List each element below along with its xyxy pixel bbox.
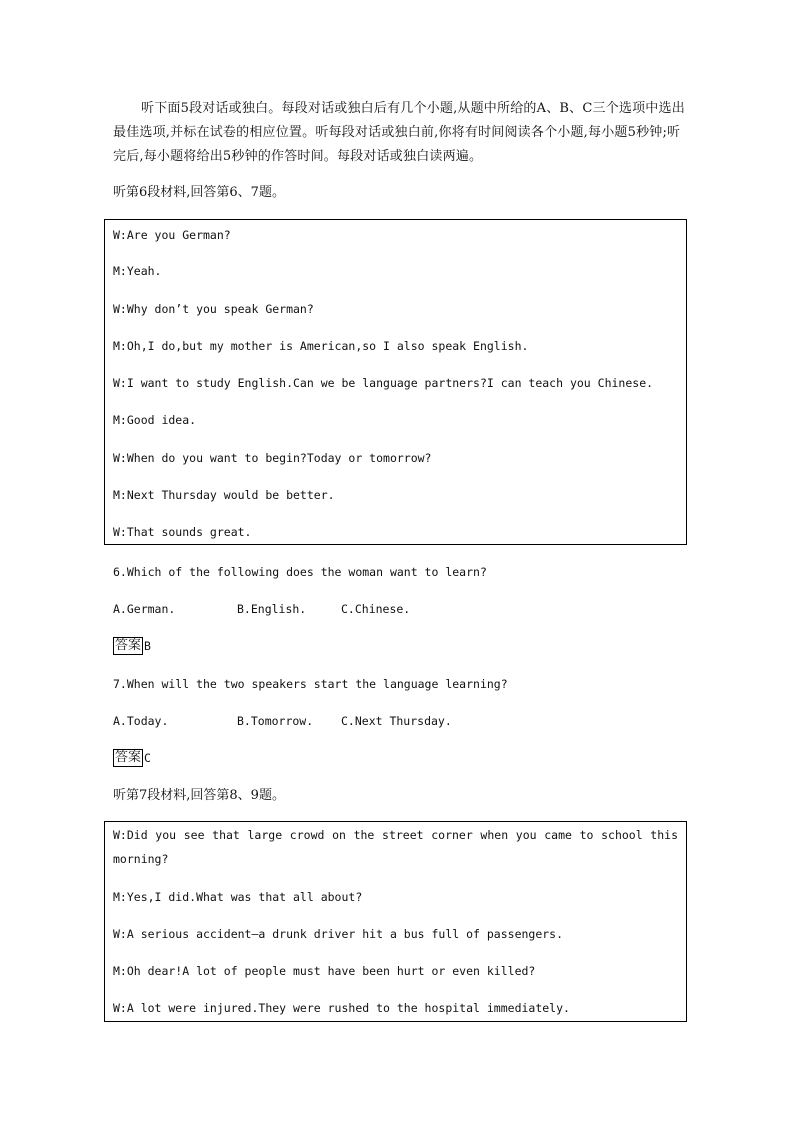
dialogue-line: W:When do you want to begin?Today or tomorrow? bbox=[113, 451, 432, 465]
question-7-option-b: B.Tomorrow. bbox=[237, 714, 314, 728]
dialogue-line: W:Are you German? bbox=[113, 228, 231, 242]
answer-label: 答案 bbox=[115, 638, 142, 653]
dialogue-line: M:Oh dear!A lot of people must have been hurt or even killed? bbox=[113, 964, 536, 978]
dialogue-line: W:Did you see that large crowd on the street corner when you came to school this morning? bbox=[113, 828, 685, 866]
section-6-title: 听第6段材料,回答第6、7题。 bbox=[113, 185, 285, 200]
question-6-option-c: C.Chinese. bbox=[341, 602, 411, 616]
dialogue-line: M:Good idea. bbox=[113, 413, 197, 427]
question-7-stem: 7.When will the two speakers start the language learning? bbox=[113, 677, 508, 691]
dialogue-line: W:A lot were injured.They were rushed to the hospital immediately. bbox=[113, 1001, 570, 1015]
question-6-answer bbox=[113, 637, 151, 655]
dialogue-line: M:Next Thursday would be better. bbox=[113, 488, 335, 502]
question-7-answer bbox=[113, 749, 151, 767]
dialogue-line: M:Yeah. bbox=[113, 264, 162, 278]
dialogue-line: M:Oh,I do,but my mother is American,so I also speak English. bbox=[113, 339, 529, 353]
answer-label: 答案 bbox=[115, 750, 142, 765]
intro-paragraph: 听下面5段对话或独白。每段对话或独白后有几个小题,从题中所给的A、B、C三个选项中选出最佳选项,并标在试卷的相应位置。听每段对话或独白前,你将有时间阅读各个小题,每小题5秒钟;听完后,每小题将给出5秒钟的作答时间。每段对话或独白读两遍。 bbox=[113, 101, 685, 164]
answer-value: C bbox=[144, 751, 151, 765]
section-7-transcript-box bbox=[104, 821, 687, 1022]
question-6-stem: 6.Which of the following does the woman want to learn? bbox=[113, 565, 487, 579]
dialogue-line: W:That sounds great. bbox=[113, 525, 252, 539]
dialogue-line: W:Why don’t you speak German? bbox=[113, 302, 314, 316]
question-6-option-b: B.English. bbox=[237, 602, 307, 616]
section-6-transcript-box bbox=[104, 219, 687, 545]
dialogue-line: W:A serious accident—a drunk driver hit a bus full of passengers. bbox=[113, 927, 564, 941]
answer-value: B bbox=[144, 639, 151, 653]
question-6-option-a: A.German. bbox=[113, 602, 176, 616]
dialogue-line: M:Yes,I did.What was that all about? bbox=[113, 890, 363, 904]
dialogue-line: W:I want to study English.Can we be language partners?I can teach you Chinese. bbox=[113, 376, 654, 390]
question-7-option-a: A.Today. bbox=[113, 714, 169, 728]
question-7-option-c: C.Next Thursday. bbox=[341, 714, 452, 728]
section-7-title: 听第7段材料,回答第8、9题。 bbox=[113, 788, 285, 803]
